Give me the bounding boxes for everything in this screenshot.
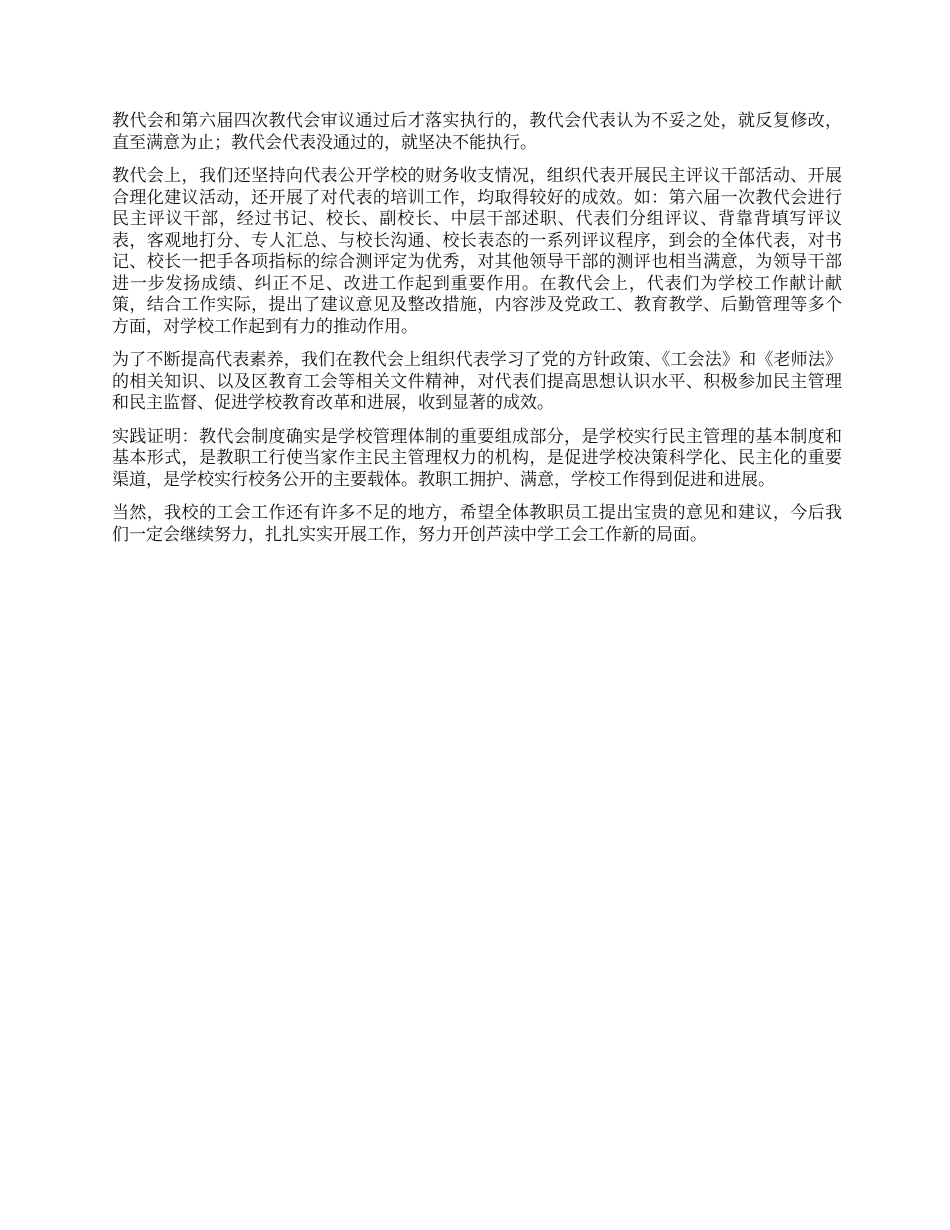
paragraph-4: 实践证明：教代会制度确实是学校管理体制的重要组成部分，是学校实行民主管理的基本制度和基本形式，是教职工行使当家作主民主管理权力的机构，是促进学校决策科学化、民主化的重要渠道，是学校实行校务公开的主要载体。教职工拥护、满意，学校工作得到促进和进展。 [112, 426, 842, 490]
paragraph-3: 为了不断提高代表素养，我们在教代会上组织代表学习了党的方针政策、《工会法》和《老师法》的相关知识、以及区教育工会等相关文件精神，对代表们提高思想认识水平、积极参加民主管理和民主监督、促进学校教育改革和进展，收到显著的成效。 [112, 350, 842, 413]
document-body [112, 111, 842, 558]
paragraph-5: 当然，我校的工会工作还有许多不足的地方，希望全体教职员工提出宝贵的意见和建议，今后我们一定会继续努力，扎扎实实开展工作，努力开创芦渎中学工会工作新的局面。 [112, 503, 842, 545]
paragraph-2: 教代会上，我们还坚持向代表公开学校的财务收支情况，组织代表开展民主评议干部活动、开展合理化建议活动，还开展了对代表的培训工作，均取得较好的成效。如：第六届一次教代会进行民主评议干部，经过书记、校长、副校长、中层干部述职、代表们分组评议、背靠背填写评议表，客观地打分、专人汇总、与校长沟通、校长表态的一系列评议程序，到会的全体代表，对书记、校长一把手各项指标的综合测评定为优秀，对其他领导干部的测评也相当满意，为领导干部进一步发扬成绩、纠正不足、改进工作起到重要作用。在教代会上，代表们为学校工作献计献策，结合工作实际，提出了建议意见及整改措施，内容涉及党政工、教育教学、后勤管理等多个方面，对学校工作起到有力的推动作用。 [112, 166, 842, 337]
paragraph-1: 教代会和第六届四次教代会审议通过后才落实执行的，教代会代表认为不妥之处，就反复修改，直至满意为止；教代会代表没通过的，就坚决不能执行。 [112, 111, 842, 153]
